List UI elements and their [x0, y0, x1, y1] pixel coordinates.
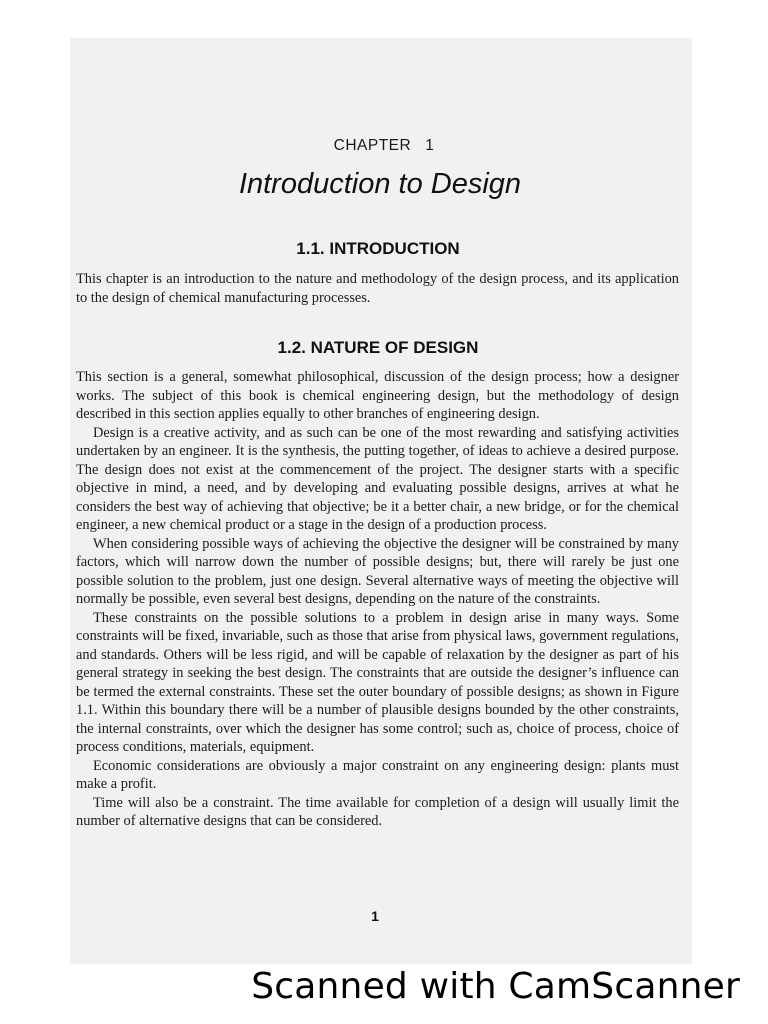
page-number: 1 — [371, 908, 379, 924]
section-nature-of-design-body — [76, 368, 679, 831]
paragraph: This chapter is an introduction to the nature and methodology of the design process, and its application to the design of chemical manufacturing processes. — [76, 271, 679, 306]
chapter-number: 1 — [425, 137, 435, 154]
chapter-label-text: CHAPTER — [333, 137, 412, 154]
paragraph: Economic considerations are obviously a major constraint on any engineering design: plants must make a profit. — [76, 757, 679, 792]
section-introduction-body — [76, 270, 679, 307]
paragraph: This section is a general, somewhat philosophical, discussion of the design process; how a designer works. The subject of this book is chemical engineering design, but the methodology of design described in this section applies equally to other branches of engineering design. — [76, 369, 679, 422]
section-heading-introduction: 1.1. INTRODUCTION — [296, 239, 460, 258]
paragraph: Time will also be a constraint. The time available for completion of a design will usually limit the number of alternative designs that can be considered. — [76, 794, 679, 829]
paragraph: When considering possible ways of achieving the objective the designer will be constrained by many factors, which will narrow down the number of possible designs; but, there will rarely be just one possible solution to the problem, just one design. Several alternative ways of meeting the objective will normally be possible, even several best designs, depending on the nature of the constraints. — [76, 535, 679, 607]
chapter-label — [0, 137, 768, 155]
camscanner-watermark: Scanned with CamScanner — [251, 966, 740, 1007]
section-heading-nature-of-design: 1.2. NATURE OF DESIGN — [277, 338, 479, 357]
paragraph: These constraints on the possible solutions to a problem in design arise in many ways. Some constraints will be fixed, invariable, such as those that arise from physical laws, government regulations, and standards. Others will be less rigid, and will be capable of relaxation by the designer as part of his general strategy in seeking the best design. The constraints that are outside the designer’s influence can be termed the external constraints. These set the outer boundary of possible designs; as shown in Figure 1.1. Within this boundary there will be a number of plausible designs bounded by the other constraints, the internal constraints, over which the designer has some control; such as, choice of process, choice of process conditions, materials, equipment. — [76, 609, 679, 755]
chapter-title: Introduction to Design — [238, 168, 522, 200]
paragraph: Design is a creative activity, and as such can be one of the most rewarding and satisfying activities undertaken by an engineer. It is the synthesis, the putting together, of ideas to achieve a desired purpose. The design does not exist at the commencement of the project. The designer starts with a specific objective in mind, a need, and by developing and evaluating possible designs, arrives at what he considers the best way of achieving that objective; be it a better chair, a new bridge, or for the chemical engineer, a new chemical product or a stage in the design of a production process. — [76, 424, 679, 533]
